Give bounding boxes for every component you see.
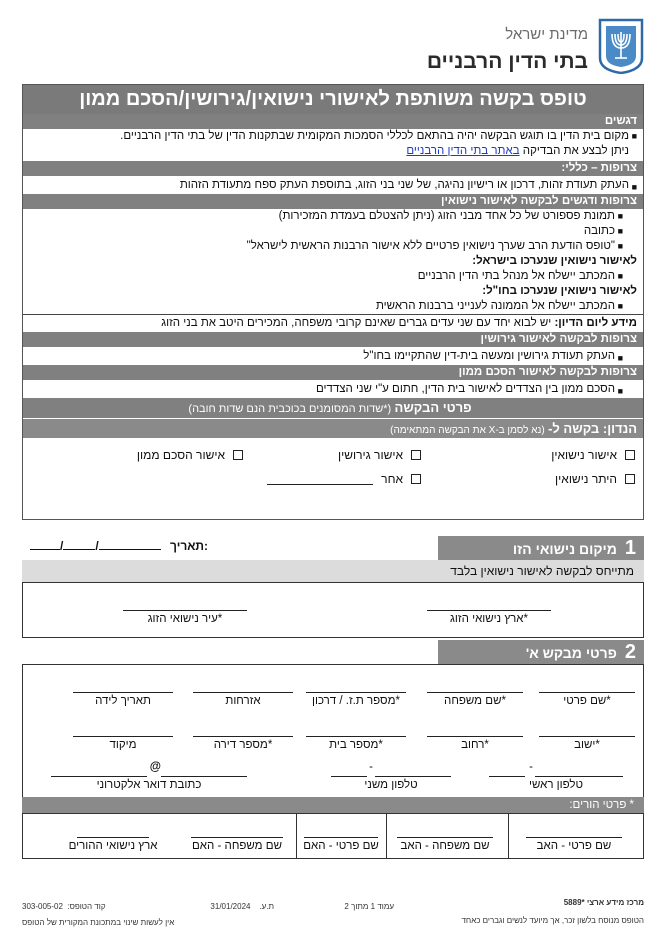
marriage-item: ■ "טופס הודעת הרב שערך נישואין פרטיים ללא אישור הרבנות הראשית לישראל" [246,240,623,252]
instructions-box [22,84,644,520]
option-other[interactable]: אחר [267,472,421,486]
divider [508,814,509,858]
section1-box [22,582,644,638]
divider [386,814,387,858]
marriage-abroad-item: ■ המכתב יישלח אל הממונה לענייני ברבנות הראשית [375,300,623,312]
page-header [22,14,644,80]
org-name-small: מדינת ישראל [505,26,588,43]
request-details-heading: פרטי הבקשה (*שדות המסומנים בכוכבית הנם שדות חובה) [23,398,643,418]
bullet-icon: ■ [617,301,623,311]
bullet-icon: ■ [617,241,623,251]
org-name-big: בתי הדין הרבניים [426,50,588,73]
main-phone-field[interactable]: - טלפון ראשי [489,763,623,791]
divider [296,814,297,858]
divorce-item: ■ העתק תעודת גירושין ומעשה בית-דין שהתקיימו בחו"ל [23,347,643,365]
marriage-abroad-subheading: לאישור נישואין שנערכו בחו"ל: [482,285,637,297]
general-attachments-heading: צרופות – כללי: [23,161,643,176]
info-center: מרכז מידע ארצי *5889 [563,898,644,907]
no-change-note: אין לעשות שינוי במתכונת המקורית של הטופס [22,918,175,927]
request-type-options [23,438,643,498]
rabbinical-courts-site-link[interactable]: באתר בתי הדין הרבניים [406,145,520,157]
section2-heading: 2פרטי מבקש א' [438,640,644,664]
marriage-city-field[interactable]: *עיר נישואי הזוג [123,597,247,625]
marriage-attachments-heading: צרופות ודגשים לבקשה לאישור נישואין [23,194,643,209]
zip-code-field[interactable]: מיקוד [73,723,173,751]
mother-first-name-field[interactable]: שם פרטי - האם [301,824,381,852]
secondary-phone-field[interactable]: - טלפון משני [331,763,451,791]
state-emblem-icon [598,18,644,74]
checkbox-marriage-approval[interactable] [625,450,635,460]
emphases-item-cont: ניתן לבצע את הבדיקה באתר בתי הדין הרבניים [406,145,629,157]
citizenship-field[interactable]: אזרחות [193,679,293,707]
bullet-icon: ■ [631,131,637,141]
page-footer [22,898,644,934]
option-marriage-permit[interactable]: היתר נישואין [555,472,635,486]
form-title: טופס בקשה משותפת לאישורי נישואין/גירושין/הסכם ממון [23,85,643,114]
settlement-field[interactable]: *ישוב [539,723,635,751]
date-year-input[interactable] [30,538,60,550]
section1-heading: 1מיקום נישואי הזו [438,536,644,560]
marriage-country-field[interactable]: *ארץ נישואי הזוג [427,597,551,625]
mother-last-name-field[interactable]: שם משפחה - האם [183,824,291,852]
section2-box [22,664,644,798]
checkbox-prenup-approval[interactable] [233,450,243,460]
marriage-israel-subheading: לאישור נישואין שנערכו בישראל: [472,255,637,267]
option-divorce-approval[interactable]: אישור גירושין [338,448,421,462]
birth-date-field[interactable]: תאריך לידה [73,679,173,707]
other-text-input[interactable] [267,473,373,485]
form-date: ת.ע. 31/01/2024 [210,902,274,911]
bullet-icon: ■ [617,271,623,281]
checkbox-marriage-permit[interactable] [625,474,635,484]
date-field: / / תאריך: [30,538,208,553]
marriage-item: ■ כתובה [583,225,623,237]
option-prenup-approval[interactable]: אישור הסכם ממון [137,448,243,462]
form-code: קוד הטופס: 303-005-02 [22,902,106,911]
general-item: ■ העתק תעודת זהות, דרכון או רישיון נהיגה, של שני בני הזוג, בתוספת העתק ספח מתעודת הזהות [23,176,643,194]
father-first-name-field[interactable]: שם פרטי - האב [519,824,629,852]
page-number: עמוד 1 מתוך 2 [344,902,394,911]
marriage-israel-item: ■ המכתב יישלח אל מנהל בתי הדין הרבניים [417,270,623,282]
first-name-field[interactable]: *שם פרטי [539,679,635,707]
house-number-field[interactable]: *מספר בית [301,723,411,751]
street-field[interactable]: *רחוב [427,723,523,751]
father-last-name-field[interactable]: שם משפחה - האב [391,824,499,852]
bullet-icon: ■ [617,353,623,363]
bullet-icon: ■ [631,182,637,192]
option-marriage-approval[interactable]: אישור נישואין [551,448,635,462]
bullet-icon: ■ [617,211,623,221]
emphases-heading: דגשים [23,114,643,129]
bullet-icon: ■ [617,386,623,396]
divorce-attachments-heading: צרופות לבקשה לאישור גירושין [23,332,643,347]
apartment-number-field[interactable]: *מספר דירה [193,723,293,751]
section1-note: מתייחס לבקשה לאישור נישואין בלבד [22,560,644,582]
parents-marriage-country-field[interactable]: ארץ נישואי ההורים [53,824,173,852]
gender-note: הטופס מנוסח בלשון זכר, אך מיועד לנשים וגברים כאחד [461,916,644,925]
marriage-item: ■ תמונת פספורט של כל אחד מבני הזוג (ניתן להצטלם בעמדת המזכירות) [278,210,623,222]
last-name-field[interactable]: *שם משפחה [427,679,523,707]
subject-heading: הנדון: בקשה ל- (נא לסמן ב-X את הבקשה המתאימה) [23,418,643,438]
bullet-icon: ■ [617,226,623,236]
date-day-input[interactable] [99,538,161,550]
hearing-info: מידע ליום הדיון: יש לבוא יחד עם שני עדים גברים שאינם קרובי משפחה, המכירים היטב את בני הזוג [23,314,643,332]
parents-heading: * פרטי הורים: [22,797,644,813]
parents-box [22,813,644,859]
email-field[interactable]: @ כתובת דואר אלקטרוני [51,763,247,791]
checkbox-other[interactable] [411,474,421,484]
date-label: תאריך: [170,539,209,553]
prenup-attachments-heading: צרופות לבקשה לאישור הסכם ממון [23,365,643,380]
emphases-item: ■ מקום בית הדין בו תוגש הבקשה יהיה בהתאם לכללי הסמכות המקומית שבתקנות הדין של בתי הדין הרבניים. [120,130,637,142]
date-month-input[interactable] [63,538,95,550]
checkbox-divorce-approval[interactable] [411,450,421,460]
id-passport-field[interactable]: *מספר ת.ז. / דרכון [301,679,411,707]
prenup-item: ■ הסכם ממון בין הצדדים לאישור בית הדין, חתום ע"י שני הצדדים [23,380,643,398]
